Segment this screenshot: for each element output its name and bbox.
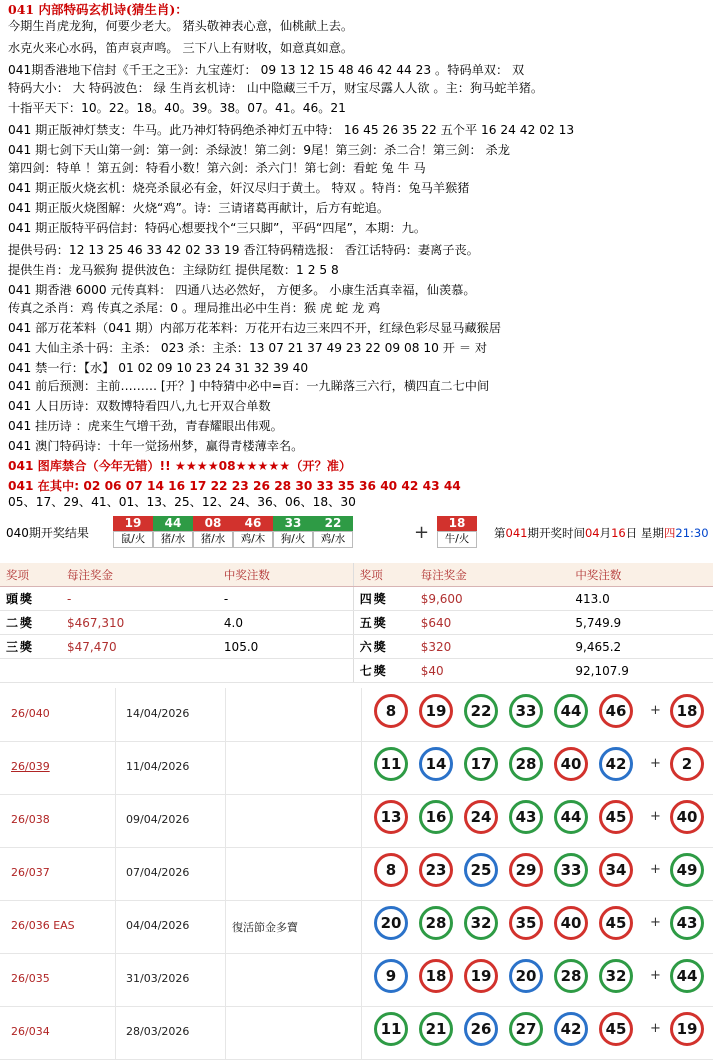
history-ball: 28 [509,747,543,781]
plus-sign: + [650,968,661,983]
prize-header-cell: 奖项 [0,563,61,587]
poem-line: 05、17、29、41、01、13、25、12、24、36、06、18、30 [8,495,356,509]
history-special-ball: 40 [670,800,704,834]
column-divider [115,953,116,1006]
poem-line: 今期生肖虎龙狗，何要少老大。 猪头敬神表心意，仙桃献上去。 [8,19,354,33]
ball-zodiac: 鸡/木 [233,531,273,548]
prize-cell: 頭獎 [0,587,61,611]
next-draw-info: 第041期开奖时间04月16日 星期四21:30 [494,526,709,540]
history-special-ball: 19 [670,1012,704,1046]
history-ball: 33 [554,853,588,887]
prize-cell: 三獎 [0,635,61,659]
prize-cell: $9,600 [415,587,570,611]
plus-sign: + [650,1021,661,1036]
prize-cell: $467,310 [61,611,218,635]
history-special-ball: 18 [670,694,704,728]
poem-line: 041 期正版特平码信封：特码心想要找个“三只脚”，平码“四尾”，本期：九。 [8,221,427,235]
history-ball: 22 [464,694,498,728]
prize-cell: 105.0 [218,635,353,659]
latest-draw-label: 040期开奖结果 [6,526,89,540]
poem-line: 041 人日历诗：双数博特看四八,九七开双合单数 [8,399,271,413]
column-divider [225,794,226,847]
prize-header-cell: 中奖注数 [218,563,353,587]
draw-period-link[interactable]: 26/039 [11,760,50,773]
draw-date: 14/04/2026 [126,707,190,720]
prize-row [0,611,713,635]
history-row [0,953,713,1007]
poem-line: 水克火来心水码，笛声哀声鸣。 三下八上有财收，如意真如意。 [8,41,354,55]
prize-cell: $47,470 [61,635,218,659]
column-divider [361,900,362,953]
prize-cell: 92,107.9 [569,659,713,683]
history-ball: 26 [464,1012,498,1046]
column-divider [115,741,116,794]
column-divider [361,741,362,794]
poem-line: 041 内部特码玄机诗(猜生肖)： [8,2,188,17]
prize-row [0,587,713,611]
column-divider [225,688,226,741]
history-row [0,847,713,901]
column-divider [225,847,226,900]
column-divider [115,1006,116,1059]
ball-number: 18 [437,516,477,531]
ball-number: 33 [273,516,313,531]
ball-number: 08 [193,516,233,531]
ball-zodiac: 狗/火 [273,531,313,548]
poem-line: 041期香港地下信封《千王之王》：九宝莲灯： 09 13 12 15 48 46 42 44 23 。特码单双： 双 [8,63,525,77]
prize-row [0,635,713,659]
column-divider [361,953,362,1006]
history-ball: 46 [599,694,633,728]
prize-cell [218,659,353,683]
column-divider [361,1006,362,1059]
draw-period-link[interactable]: 26/034 [11,1025,50,1038]
history-ball: 24 [464,800,498,834]
ball-zodiac: 鸡/水 [313,531,353,548]
history-ball: 21 [419,1012,453,1046]
history-ball: 20 [374,906,408,940]
draw-period-link[interactable]: 26/037 [11,866,50,879]
plus-sign: + [650,756,661,771]
prize-header-cell: 中奖注数 [569,563,713,587]
poem-line: 提供号码：12 13 25 46 33 42 02 33 19 香江特码精选报： 香江话特码：妻离子丧。 [8,243,479,257]
ball-number: 44 [153,516,193,531]
prize-cell: 二獎 [0,611,61,635]
history-special-ball: 2 [670,747,704,781]
prize-header-cell: 奖项 [353,563,414,587]
history-ball: 32 [599,959,633,993]
ball-number: 46 [233,516,273,531]
draw-note: 復活節金多寶 [232,921,298,934]
ball-zodiac: 猪/水 [153,531,193,548]
history-ball: 17 [464,747,498,781]
poem-line: 十指平天下：10。22。18。40。39。38。07。41。46。21 [8,101,346,115]
prize-cell: 五獎 [353,611,414,635]
column-divider [115,688,116,741]
poem-line: 041 挂历诗 ：虎来生气增干劲，青春耀眼出伟观。 [8,419,283,433]
prize-row [0,659,713,683]
history-ball: 29 [509,853,543,887]
draw-period-link[interactable]: 26/038 [11,813,50,826]
draw-date: 07/04/2026 [126,866,190,879]
history-row [0,794,713,848]
history-special-ball: 43 [670,906,704,940]
poem-line: 041 大仙主杀十码：主杀： 023 杀：主杀：13 07 21 37 49 23 22 09 08 10 开 ＝ 对 [8,341,488,355]
ball-zodiac: 鼠/火 [113,531,153,548]
history-ball: 25 [464,853,498,887]
history-ball: 35 [509,906,543,940]
column-divider [115,847,116,900]
ball-number: 19 [113,516,153,531]
history-ball: 42 [599,747,633,781]
history-ball: 44 [554,694,588,728]
poem-line: 041 期七剑下天山第一剑：第一剑：杀绿波！第二剑：9尾！第三剑：杀二合！第三剑： 杀龙 [8,143,510,157]
poem-line: 提供生肖：龙马猴狗 提供波色：主绿防红 提供尾数：1 2 5 8 [8,263,339,277]
column-divider [225,953,226,1006]
prize-cell: 5,749.9 [569,611,713,635]
latest-ball [273,516,313,550]
prize-header-row [0,563,713,587]
latest-ball [313,516,353,550]
prize-cell: $640 [415,611,570,635]
prize-table [0,563,713,683]
history-ball: 9 [374,959,408,993]
prize-cell: 六獎 [353,635,414,659]
prize-cell: $320 [415,635,570,659]
history-ball: 11 [374,1012,408,1046]
prize-cell: $40 [415,659,570,683]
history-ball: 42 [554,1012,588,1046]
draw-period-link[interactable]: 26/035 [11,972,50,985]
prize-cell: - [218,587,353,611]
history-ball: 23 [419,853,453,887]
history-ball: 45 [599,800,633,834]
poem-line: 第四剑：特单 ！第五剑：特看小数！第六剑：杀六门！第七剑：看蛇 兔 牛 马 [8,161,426,175]
plus-sign: + [650,915,661,930]
history-ball: 44 [554,800,588,834]
history-ball: 8 [374,694,408,728]
latest-ball [193,516,233,550]
plus-sign: + [414,522,430,543]
plus-sign: + [650,703,661,718]
history-row [0,688,713,742]
prize-cell [61,659,218,683]
history-ball: 14 [419,747,453,781]
history-ball: 34 [599,853,633,887]
history-ball: 45 [599,906,633,940]
column-divider [361,847,362,900]
history-ball: 40 [554,747,588,781]
history-ball: 28 [419,906,453,940]
history-ball: 20 [509,959,543,993]
history-ball: 19 [464,959,498,993]
poem-line: 传真之杀肖：鸡 传真之杀尾：0 。理局推出必中生肖：猴 虎 蛇 龙 鸡 [8,301,381,315]
history-ball: 43 [509,800,543,834]
poem-line: 041 在其中: 02 06 07 14 16 17 22 23 26 28 30 33 35 36 40 42 43 44 [8,479,461,493]
draw-date: 09/04/2026 [126,813,190,826]
draw-date: 31/03/2026 [126,972,190,985]
history-ball: 8 [374,853,408,887]
poem-line: 041 期香港 6000 元传真料： 四通八达必然好， 方便多。 小康生活真幸福，仙羡慕。 [8,283,476,297]
column-divider [225,1006,226,1059]
poem-line: 041 期正版火烧玄机：烧亮杀鼠必有金，奸汉尽归于黄土。 特双 。特肖：兔马羊猴猪 [8,181,470,195]
column-divider [361,688,362,741]
prize-cell: 四獎 [353,587,414,611]
draw-date: 04/04/2026 [126,919,190,932]
history-ball: 18 [419,959,453,993]
history-ball: 45 [599,1012,633,1046]
history-row [0,741,713,795]
prize-cell: 413.0 [569,587,713,611]
poem-line: 041 前后预测：主前……… [开？] 中特猜中必中=百：一九睇落三六行，横四直二七中间 [8,379,490,393]
draw-period-link[interactable]: 26/040 [11,707,50,720]
poem-line: 041 澳门特码诗：十年一觉扬州梦，赢得青楼薄幸名。 [8,439,304,453]
poem-line: 041 期正版火烧图解：火烧“鸡”。诗：三请诸葛再献计，后方有蛇追。 [8,201,390,215]
column-divider [115,794,116,847]
history-ball: 27 [509,1012,543,1046]
history-ball: 28 [554,959,588,993]
prize-cell: - [61,587,218,611]
column-divider [225,741,226,794]
history-ball: 40 [554,906,588,940]
history-ball: 11 [374,747,408,781]
history-special-ball: 49 [670,853,704,887]
history-special-ball: 44 [670,959,704,993]
prize-cell [0,659,61,683]
prize-cell: 9,465.2 [569,635,713,659]
latest-ball [233,516,273,550]
plus-sign: + [650,809,661,824]
ball-number: 22 [313,516,353,531]
ball-zodiac: 猪/水 [193,531,233,548]
poem-line: 特码大小： 大 特码波色： 绿 生肖玄机诗： 山中隐藏三千万，财宝尽露人人欲 。主：狗马蛇羊猪。 [8,81,544,95]
special-ball [437,516,477,550]
column-divider [115,900,116,953]
prize-header-cell: 每注奖金 [61,563,218,587]
latest-ball [153,516,193,550]
poem-line: 041 图库禁合（今年无错）!! ★★★★08★★★★★（开？准） [8,459,352,473]
draw-history-list [0,688,713,1052]
column-divider [225,900,226,953]
history-ball: 13 [374,800,408,834]
latest-draw-bar [0,514,713,554]
poem-line: 041 禁一行：【水】 01 02 09 10 23 24 31 32 39 40 [8,361,309,375]
draw-date: 11/04/2026 [126,760,190,773]
draw-period-link[interactable]: 26/036 EAS [11,919,75,932]
column-divider [361,794,362,847]
history-ball: 33 [509,694,543,728]
ball-zodiac: 牛/火 [437,531,477,548]
poem-line: 041 期正版神灯禁支：牛马。此乃神灯特码绝杀神灯五中特： 16 45 26 35 22 五个平 16 24 42 02 13 [8,123,575,137]
prize-cell: 4.0 [218,611,353,635]
history-ball: 19 [419,694,453,728]
draw-date: 28/03/2026 [126,1025,190,1038]
prize-cell: 七獎 [353,659,414,683]
poem-line: 041 部万花苯料（041 期）内部万花苯料：万花开右边三来四不开，红绿色彩尽显马藏猴居 [8,321,502,335]
history-ball: 32 [464,906,498,940]
history-ball: 16 [419,800,453,834]
poem-section [0,0,713,515]
history-row [0,900,713,954]
plus-sign: + [650,862,661,877]
prize-header-cell: 每注奖金 [415,563,570,587]
latest-ball [113,516,153,550]
